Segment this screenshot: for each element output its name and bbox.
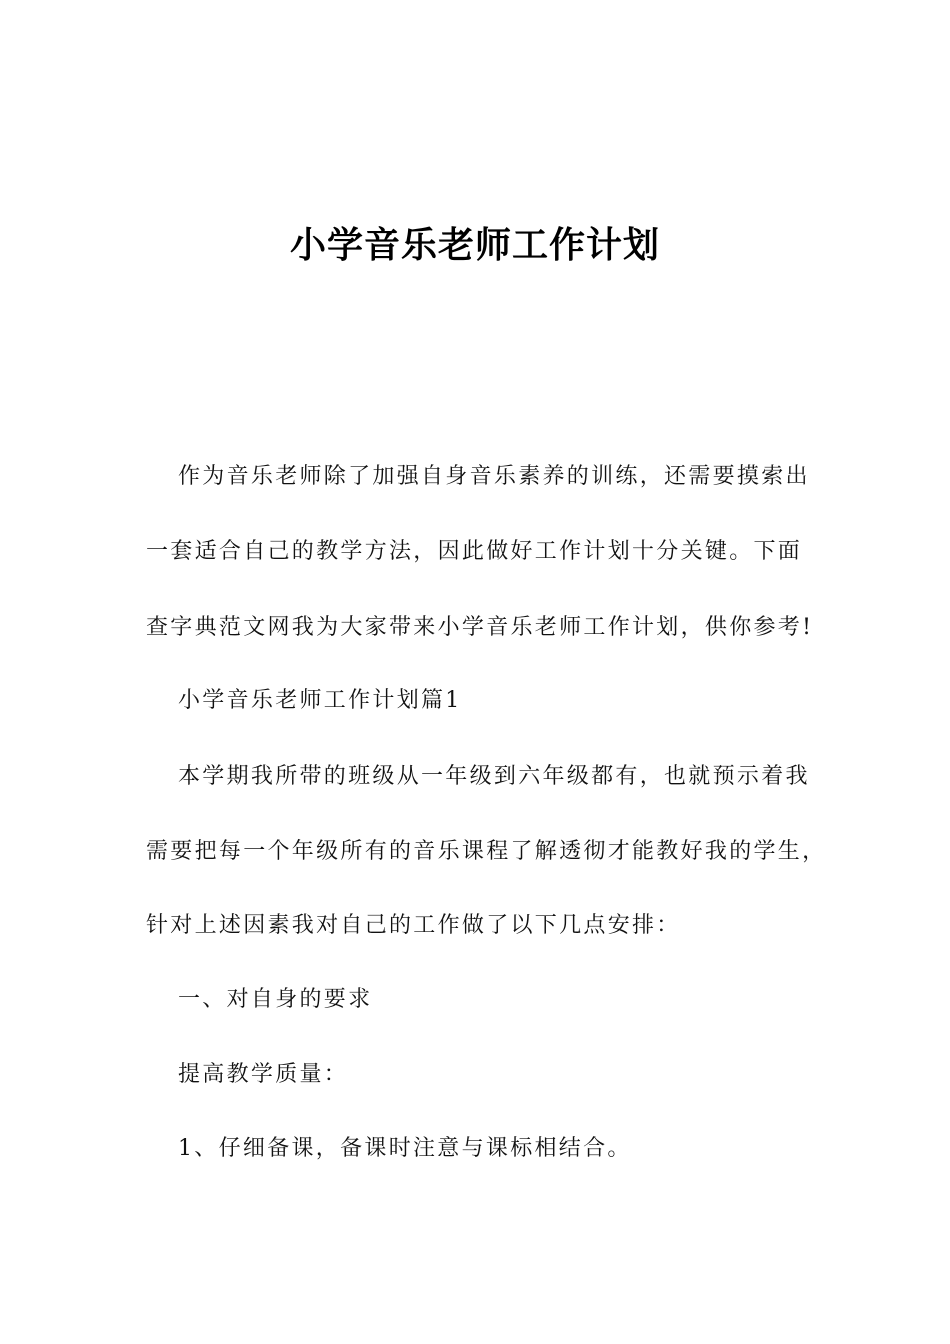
list-item: 1、仔细备课，备课时注意与课标相结合。 <box>178 1136 632 1161</box>
paragraph-line: 作为音乐老师除了加强自身音乐素养的训练，还需要摸索出 <box>178 464 810 489</box>
document-title: 小学音乐老师工作计划 <box>289 225 660 266</box>
paragraph-line: 针对上述因素我对自己的工作做了以下几点安排： <box>146 913 681 938</box>
paragraph-line: 需要把每一个年级所有的音乐课程了解透彻才能教好我的学生， <box>146 839 827 864</box>
paragraph-line: 本学期我所带的班级从一年级到六年级都有，也就预示着我 <box>178 764 810 789</box>
paragraph-line: 一套适合自己的教学方法，因此做好工作计划十分关键。下面 <box>146 539 803 564</box>
subheading: 提高教学质量： <box>178 1062 349 1087</box>
section-heading: 小学音乐老师工作计划篇1 <box>178 688 462 713</box>
section-heading: 一、对自身的要求 <box>178 987 373 1012</box>
paragraph-line: 查字典范文网我为大家带来小学音乐老师工作计划，供你参考! <box>146 615 814 640</box>
